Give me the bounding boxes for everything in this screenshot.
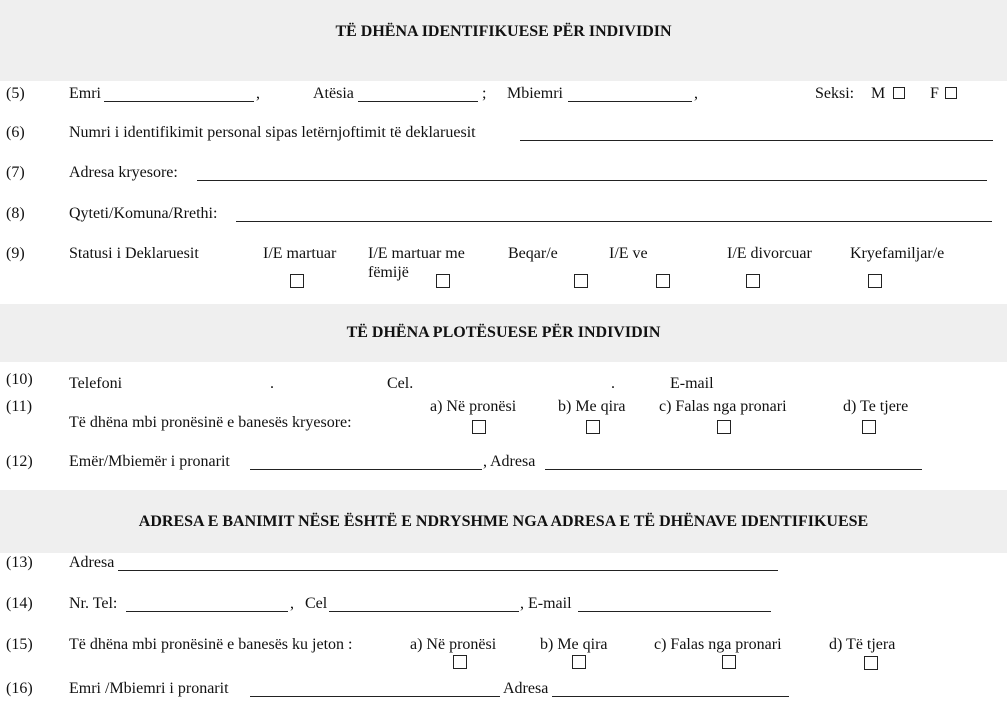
row-number: (8): [6, 205, 25, 222]
phone-number-field[interactable]: [126, 611, 288, 612]
city-label: Qyteti/Komuna/Rrethi:: [69, 205, 218, 222]
residence-address-field[interactable]: [118, 570, 778, 571]
email-field[interactable]: [578, 611, 771, 612]
row-number: (14): [6, 595, 33, 612]
phone-label: Telefoni: [69, 375, 123, 392]
email-label: E-mail: [670, 375, 714, 392]
status-widowed-label: I/E ve: [609, 245, 648, 262]
row-number: (5): [6, 85, 25, 102]
status-divorced-label: I/E divorcuar: [727, 245, 812, 262]
section-header-supplementary: [0, 304, 1007, 362]
section-title-residence: ADRESA E BANIMIT NËSE ËSHTË E NDRYSHME NGA ADRESA E TË DHËNAVE IDENTIFIKUESE: [138, 512, 869, 530]
surname-label: Mbiemri: [507, 85, 563, 102]
other-label: d) Te tjere: [843, 398, 909, 415]
ownership-residence-label: Të dhëna mbi pronësinë e banesës ku jeton :: [69, 636, 353, 653]
comma: ,: [520, 595, 524, 612]
male-label: M: [871, 85, 886, 102]
owned-label: a) Në pronësi: [430, 398, 517, 415]
owner-name-field[interactable]: [250, 469, 482, 470]
status-label: Statusi i Deklaruesit: [69, 245, 199, 262]
dot: .: [270, 375, 274, 392]
row-number: (16): [6, 680, 33, 697]
comma: ,: [483, 453, 487, 470]
comma: ,: [256, 85, 260, 102]
rented-label: b) Me qira: [540, 636, 608, 653]
residence-owner-address-field[interactable]: [552, 696, 789, 697]
residence-owner-address-label: Adresa: [503, 680, 549, 697]
section-title-identifying: TË DHËNA IDENTIFIKUESE PËR INDIVIDIN: [335, 22, 672, 40]
owned-checkbox[interactable]: [453, 655, 467, 669]
male-checkbox[interactable]: [893, 87, 905, 99]
rented-checkbox[interactable]: [586, 420, 600, 434]
status-head-of-family-label: Kryefamiljar/e: [850, 245, 945, 262]
main-address-label: Adresa kryesore:: [69, 164, 178, 181]
row-number: (9): [6, 245, 25, 262]
section-title-supplementary: TË DHËNA PLOTËSUESE PËR INDIVIDIN: [346, 324, 661, 341]
female-label: F: [930, 85, 939, 102]
row-number: (11): [6, 398, 33, 415]
status-married-children-label-2: fëmijë: [368, 264, 409, 281]
rented-label: b) Me qira: [558, 398, 626, 415]
semicolon: ;: [482, 85, 487, 102]
email-label: E-mail: [528, 595, 572, 612]
free-from-owner-label: c) Falas nga pronari: [659, 398, 787, 415]
status-single-checkbox[interactable]: [574, 274, 588, 288]
owner-name-label: Emër/Mbiemër i pronarit: [69, 453, 230, 470]
personal-id-label: Numri i identifikimit personal sipas letërnjoftimit të deklaruesit: [69, 124, 476, 141]
residence-owner-name-field[interactable]: [250, 696, 500, 697]
free-from-owner-checkbox[interactable]: [717, 420, 731, 434]
row-number: (6): [6, 124, 25, 141]
owner-address-label: Adresa: [490, 453, 536, 470]
status-widowed-checkbox[interactable]: [656, 274, 670, 288]
surname-field[interactable]: [568, 101, 692, 102]
residence-owner-name-label: Emri /Mbiemri i pronarit: [69, 680, 229, 697]
name-field[interactable]: [104, 101, 254, 102]
section-header-residence: [0, 490, 1007, 553]
owned-checkbox[interactable]: [472, 420, 486, 434]
status-married-label: I/E martuar: [263, 245, 337, 262]
row-number: (12): [6, 453, 33, 470]
other-checkbox[interactable]: [862, 420, 876, 434]
status-married-children-checkbox[interactable]: [436, 274, 450, 288]
father-name-field[interactable]: [358, 101, 478, 102]
owned-label: a) Në pronësi: [410, 636, 497, 653]
status-divorced-checkbox[interactable]: [746, 274, 760, 288]
phone-number-label: Nr. Tel:: [69, 595, 118, 612]
row-number: (13): [6, 554, 33, 571]
other-checkbox[interactable]: [864, 656, 878, 670]
comma: ,: [694, 85, 698, 102]
ownership-main-label: Të dhëna mbi pronësinë e banesës kryesore:: [69, 414, 352, 431]
personal-id-field[interactable]: [520, 140, 993, 141]
other-label: d) Të tjera: [829, 636, 896, 653]
sex-label: Seksi:: [815, 85, 855, 102]
free-from-owner-label: c) Falas nga pronari: [654, 636, 782, 653]
rented-checkbox[interactable]: [572, 655, 586, 669]
mobile-label: Cel.: [387, 375, 414, 392]
status-single-label: Beqar/e: [508, 245, 558, 262]
city-field[interactable]: [236, 221, 992, 222]
female-checkbox[interactable]: [945, 87, 957, 99]
dot: .: [611, 375, 615, 392]
status-married-children-label: I/E martuar me: [368, 245, 465, 262]
residence-address-label: Adresa: [69, 554, 115, 571]
section-header-identifying: [0, 0, 1007, 81]
father-name-label: Atësia: [313, 85, 354, 102]
row-number: (7): [6, 164, 25, 181]
mobile-field[interactable]: [329, 611, 519, 612]
row-number: (10): [6, 371, 33, 388]
name-label: Emri: [69, 85, 101, 102]
mobile-label: Cel: [305, 595, 328, 612]
owner-address-field[interactable]: [545, 469, 922, 470]
row-number: (15): [6, 636, 33, 653]
main-address-field[interactable]: [197, 180, 987, 181]
free-from-owner-checkbox[interactable]: [722, 655, 736, 669]
comma: ,: [290, 595, 294, 612]
status-married-checkbox[interactable]: [290, 274, 304, 288]
status-head-of-family-checkbox[interactable]: [868, 274, 882, 288]
